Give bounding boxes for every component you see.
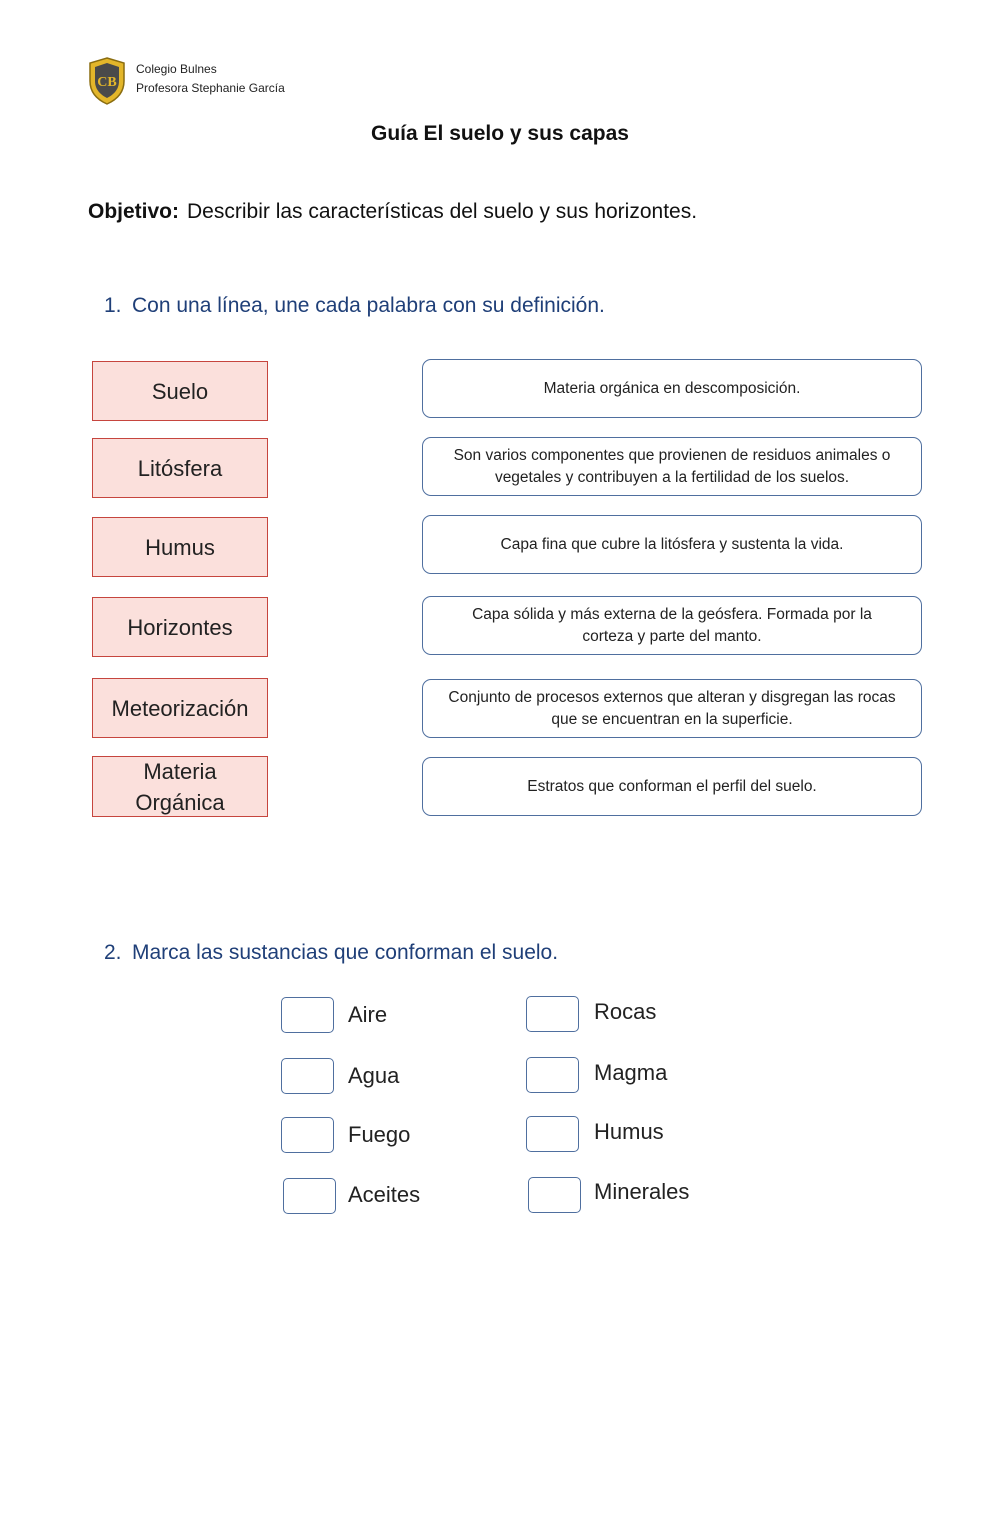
teacher-name: Profesora Stephanie García <box>136 81 285 95</box>
option-label-agua: Agua <box>348 1063 400 1088</box>
checkbox-minerales[interactable] <box>528 1177 581 1213</box>
word-box-meteorizacion[interactable] <box>92 678 268 738</box>
option-label-minerales: Minerales <box>594 1179 690 1204</box>
definition-text: Capa sólida y más externa de la geósfera. Formada por la corteza y parte del manto. <box>472 605 872 645</box>
definition-text: Estratos que conforman el perfil del suelo. <box>527 777 817 795</box>
option-label-aire: Aire <box>348 1002 388 1027</box>
word-box-humus[interactable] <box>92 517 268 577</box>
word-box-horizontes[interactable] <box>92 597 268 657</box>
word-label: Horizontes <box>127 614 233 640</box>
logo-letters: CB <box>97 75 117 90</box>
definition-box-5[interactable] <box>422 679 922 738</box>
word-label: Meteorización <box>111 695 249 721</box>
school-info <box>136 60 285 98</box>
definition-text: Conjunto de procesos externos que alteran y disgregan las rocas que se encuentran en la superficie. <box>448 688 896 728</box>
definition-text: Son varios componentes que provienen de residuos animales o vegetales y contribuyen a la fertilidad de los suelos. <box>453 446 891 486</box>
option-label-rocas: Rocas <box>594 999 657 1024</box>
school-logo <box>88 57 126 105</box>
question-1-number: 1. <box>104 294 122 317</box>
checkbox-fuego[interactable] <box>281 1117 334 1153</box>
option-label-magma: Magma <box>594 1060 668 1085</box>
question-2-heading <box>104 941 558 965</box>
checkbox-magma[interactable] <box>526 1057 579 1093</box>
option-label-aceites: Aceites <box>348 1182 421 1207</box>
definition-box-4[interactable] <box>422 596 922 655</box>
checkbox-rocas[interactable] <box>526 996 579 1032</box>
word-box-materia-organica[interactable] <box>92 756 268 817</box>
question-1-text: Con una línea, une cada palabra con su definición. <box>132 294 605 317</box>
definition-box-1[interactable] <box>422 359 922 418</box>
question-1-heading <box>104 294 605 318</box>
question-2-text: Marca las sustancias que conforman el suelo. <box>132 941 559 964</box>
objective-text: Describir las características del suelo y sus horizontes. <box>187 200 698 223</box>
definition-box-3[interactable] <box>422 515 922 574</box>
checkbox-aceites[interactable] <box>283 1178 336 1214</box>
definition-text: Capa fina que cubre la litósfera y sustenta la vida. <box>500 535 844 553</box>
option-label-fuego: Fuego <box>348 1122 411 1147</box>
definition-text: Materia orgánica en descomposición. <box>543 379 801 397</box>
word-label: Materia Orgánica <box>135 758 225 815</box>
checkbox-agua[interactable] <box>281 1058 334 1094</box>
objective-label: Objetivo: <box>88 200 180 223</box>
word-label: Suelo <box>151 378 209 404</box>
option-label-humus: Humus <box>594 1119 664 1144</box>
checkbox-humus[interactable] <box>526 1116 579 1152</box>
definition-box-6[interactable] <box>422 757 922 816</box>
page-title: Guía El suelo y sus capas <box>371 122 629 145</box>
word-label: Humus <box>145 534 215 560</box>
word-label: Litósfera <box>137 455 223 481</box>
word-box-litosfera[interactable] <box>92 438 268 498</box>
school-name: Colegio Bulnes <box>136 62 217 76</box>
definition-box-2[interactable] <box>422 437 922 496</box>
checkbox-aire[interactable] <box>281 997 334 1033</box>
question-2-number: 2. <box>104 941 122 964</box>
objective <box>88 200 697 224</box>
word-box-suelo[interactable] <box>92 361 268 421</box>
